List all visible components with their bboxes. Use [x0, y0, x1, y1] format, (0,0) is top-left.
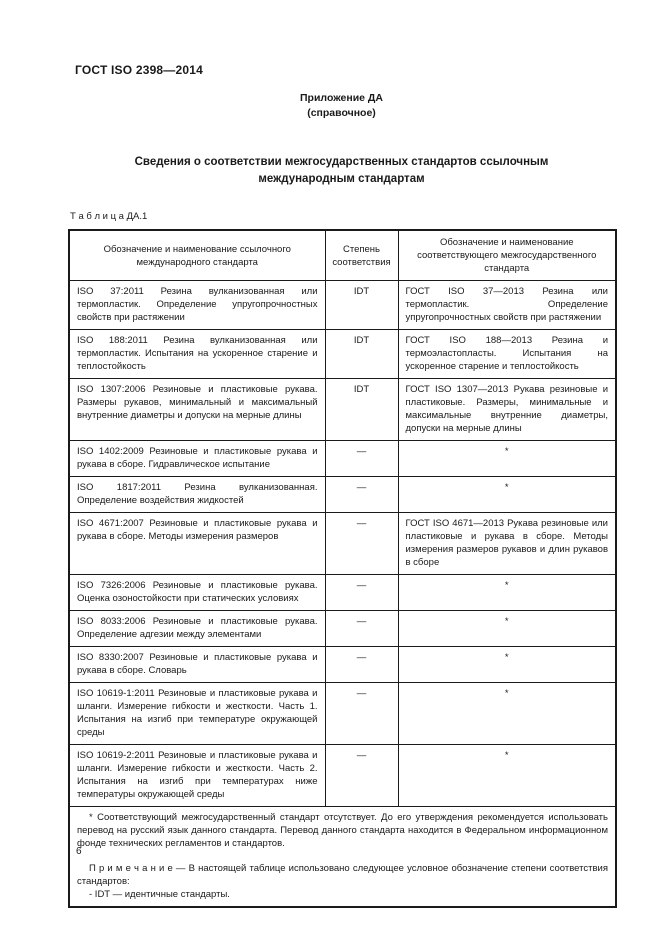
- cell-interstate-standard: ГОСТ ISO 188—2013 Резина и термоэластопласты. Испытания на ускоренное старение и теплостойкость: [398, 330, 616, 379]
- cell-degree: IDT: [325, 379, 398, 441]
- col-header-interstate-standard: Обозначение и наименование соответствующего межгосударственного стандарта: [398, 230, 616, 281]
- col-header-international-standard: Обозначение и наименование ссылочного международного стандарта: [69, 230, 325, 281]
- table-row: [69, 647, 616, 683]
- cell-international-standard: ISO 10619-1:2011 Резиновые и пластиковые рукава и шланги. Измерение гибкости и жесткости. Часть 1. Испытания на изгиб при температуре окружающей среды: [69, 683, 325, 745]
- note-paragraph: [77, 862, 608, 888]
- table-footnote-cell: [69, 807, 616, 908]
- note-item-idt: - IDT — идентичные стандарты.: [89, 889, 230, 900]
- section-title-line2: международным стандартам: [258, 173, 425, 185]
- cell-interstate-standard: *: [398, 611, 616, 647]
- cell-international-standard: ISO 7326:2006 Резиновые и пластиковые рукава. Оценка озоностойкости при статических условиях: [69, 575, 325, 611]
- table-row: [69, 513, 616, 575]
- cell-international-standard: ISO 10619-2:2011 Резиновые и пластиковые рукава и шланги. Измерение гибкости и жесткости. Часть 2. Испытания на изгиб при температурах ниже температуры окружающей среды: [69, 745, 325, 807]
- page-number: 6: [76, 846, 82, 857]
- appendix-subtitle: (справочное): [307, 107, 376, 119]
- appendix-title: Приложение ДА: [300, 92, 383, 104]
- doc-code: ГОСТ ISO 2398—2014: [75, 63, 204, 77]
- cell-degree: —: [325, 477, 398, 513]
- cell-international-standard: ISO 1307:2006 Резиновые и пластиковые рукава. Размеры рукавов, минимальный и максимальный внутренние диаметры и допуски на мерные длины: [69, 379, 325, 441]
- table-row: [69, 745, 616, 807]
- cell-degree: —: [325, 745, 398, 807]
- cell-international-standard: ISO 4671:2007 Резиновые и пластиковые рукава и рукава в сборе. Методы измерения размеров: [69, 513, 325, 575]
- cell-interstate-standard: *: [398, 745, 616, 807]
- cell-international-standard: ISO 188:2011 Резина вулканизованная или термопластик. Испытания на ускоренное старение и теплостойкость: [69, 330, 325, 379]
- cell-interstate-standard: *: [398, 441, 616, 477]
- note-label: П р и м е ч а н и е: [89, 863, 173, 874]
- table-body: [69, 281, 616, 807]
- cell-international-standard: ISO 8033:2006 Резиновые и пластиковые рукава. Определение адгезии между элементами: [69, 611, 325, 647]
- cell-degree: —: [325, 441, 398, 477]
- correspondence-table: [68, 229, 617, 908]
- footnote-text: * Соответствующий межгосударственный стандарт отсутствует. До его утверждения рекомендуется использовать перевод на русский язык данного стандарта. Перевод данного стандарта находится в Федеральном информационном фонде технических регламентов и стандартов.: [77, 812, 608, 849]
- cell-international-standard: ISO 37:2011 Резина вулканизованная или термопластик. Определение упругопрочностных свойств при растяжении: [69, 281, 325, 330]
- cell-international-standard: ISO 1402:2009 Резиновые и пластиковые рукава и рукава в сборе. Гидравлическое испытание: [69, 441, 325, 477]
- table-row: [69, 281, 616, 330]
- cell-interstate-standard: *: [398, 575, 616, 611]
- cell-interstate-standard: ГОСТ ISO 4671—2013 Рукава резиновые или пластиковые и рукава в сборе. Методы измерения размеров рукавов и длин рукавов в сборе: [398, 513, 616, 575]
- cell-interstate-standard: *: [398, 683, 616, 745]
- table-row: [69, 611, 616, 647]
- table-row: [69, 379, 616, 441]
- cell-degree: —: [325, 575, 398, 611]
- cell-international-standard: ISO 1817:2011 Резина вулканизованная. Определение воздействия жидкостей: [69, 477, 325, 513]
- cell-interstate-standard: ГОСТ ISO 37—2013 Резина или термопластик. Определение упругопрочностных свойств при растяжении: [398, 281, 616, 330]
- col-header-degree-of-correspondence: Степень соответствия: [325, 230, 398, 281]
- table-row: [69, 477, 616, 513]
- cell-degree: —: [325, 647, 398, 683]
- section-title-line1: Сведения о соответствии межгосударственных стандартов ссылочным: [134, 156, 549, 168]
- table-row: [69, 441, 616, 477]
- cell-interstate-standard: *: [398, 647, 616, 683]
- table-row: [69, 575, 616, 611]
- cell-degree: —: [325, 683, 398, 745]
- cell-degree: IDT: [325, 281, 398, 330]
- cell-interstate-standard: ГОСТ ISO 1307—2013 Рукава резиновые и пластиковые. Размеры, минимальные и максимальные внутренние диаметры, допуски на мерные длины: [398, 379, 616, 441]
- table-row: [69, 683, 616, 745]
- note-text: — В настоящей таблице использовано следующее условное обозначение степени соответствия стандартов:: [77, 863, 608, 887]
- cell-international-standard: ISO 8330:2007 Резиновые и пластиковые рукава и рукава в сборе. Словарь: [69, 647, 325, 683]
- cell-degree: —: [325, 611, 398, 647]
- section-title: [68, 154, 615, 188]
- table-label: Т а б л и ц а ДА.1: [70, 211, 148, 222]
- cell-degree: —: [325, 513, 398, 575]
- cell-interstate-standard: *: [398, 477, 616, 513]
- table-header-row: [69, 230, 616, 281]
- table-footnote-row: [69, 807, 616, 908]
- cell-degree: IDT: [325, 330, 398, 379]
- appendix-heading: [68, 91, 615, 121]
- table-row: [69, 330, 616, 379]
